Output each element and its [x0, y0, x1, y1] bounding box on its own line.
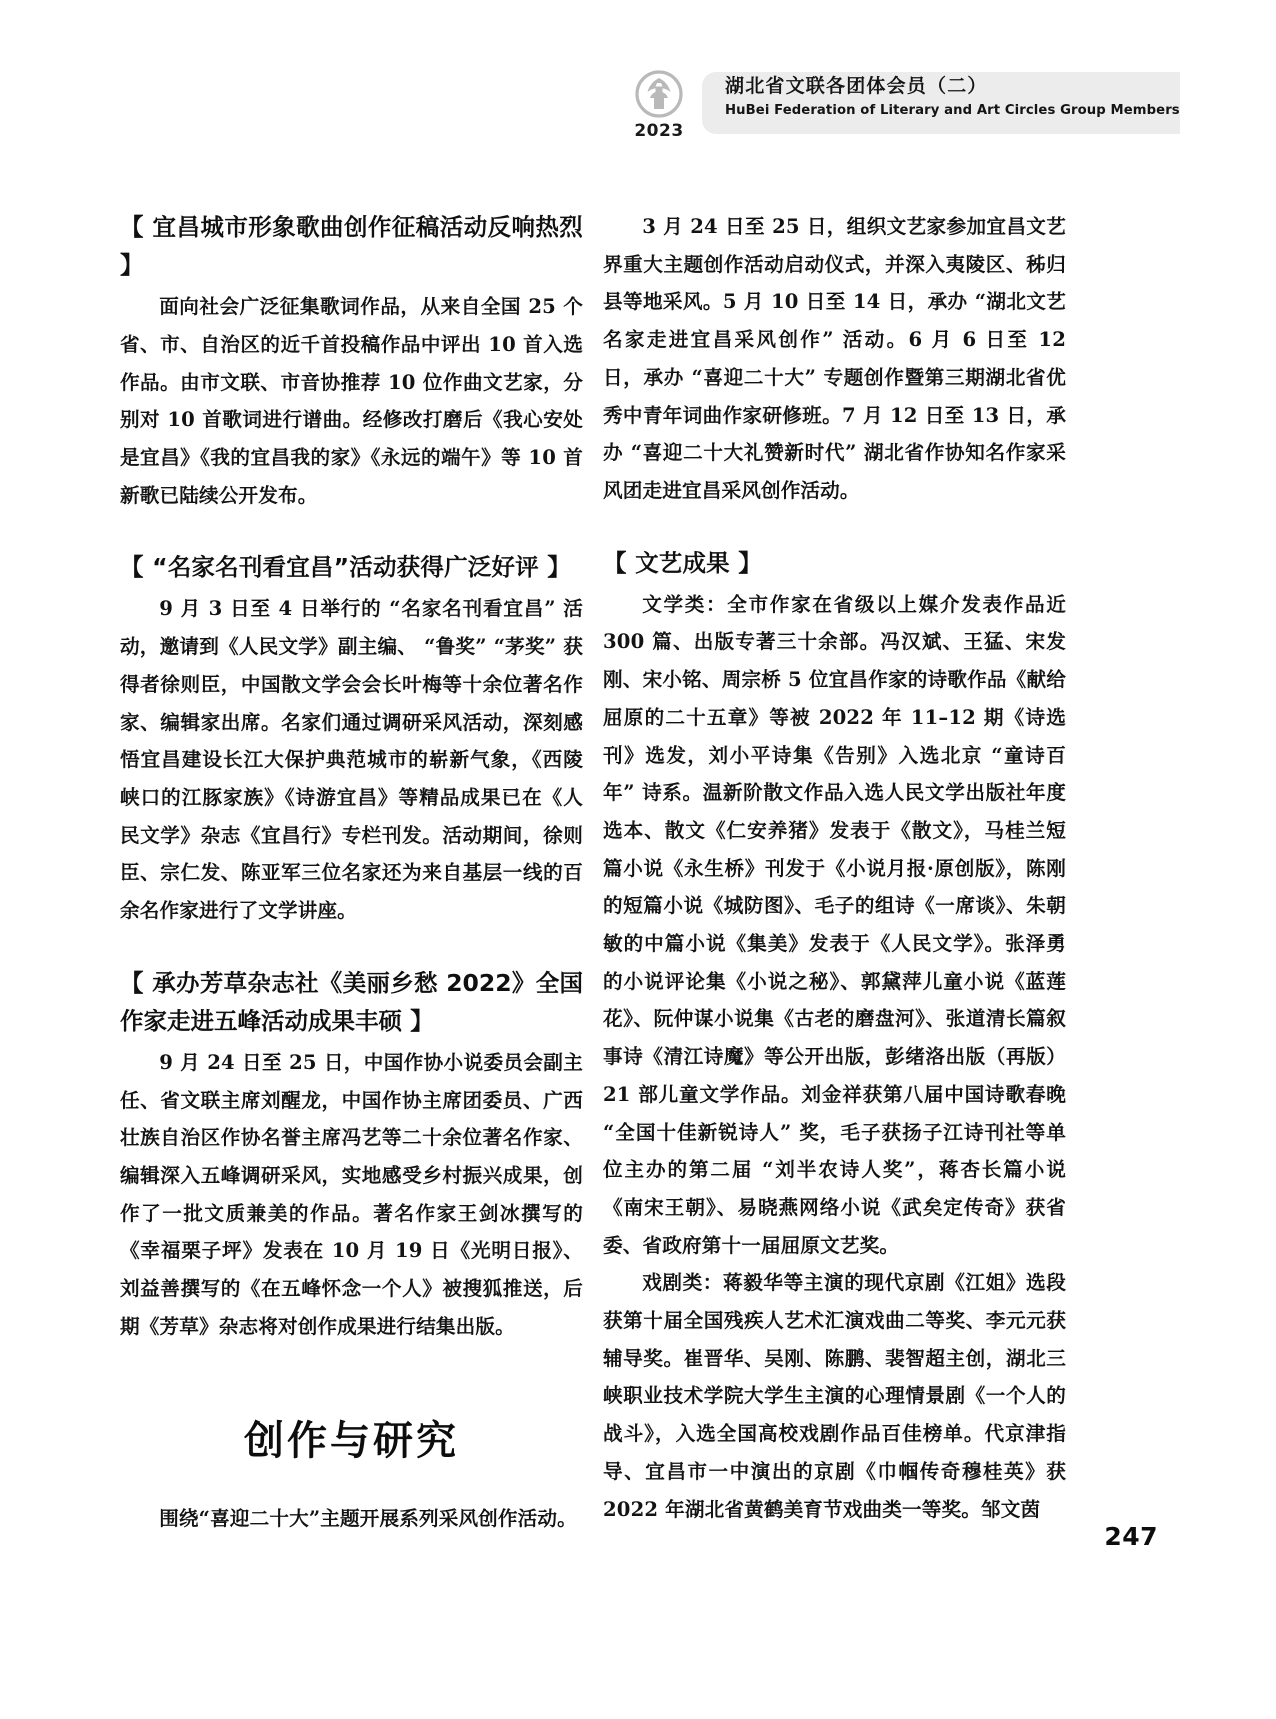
heading-famous-writers-journals: 【 “名家名刊看宜昌”活动获得广泛好评 】	[120, 553, 571, 582]
section-title-creation-and-research: 创作与研究	[244, 1418, 459, 1465]
paragraph-yichang-city-image-song: 面向社会广泛征集歌词作品，从来自全国 25 个省、市、自治区的近千首投稿作品中评出 10 首入选作品。由市文联、市音协推荐 10 位作曲文艺家，分别对 10 首歌词进行谱曲。经修改打磨后《我心安处是宜昌》《我的宜昌我的家》《永远的端午》等 10 首新歌已陆续公开发布。	[120, 295, 583, 507]
publisher-logo	[620, 68, 698, 144]
spacer	[120, 514, 583, 548]
spacer	[120, 930, 583, 964]
label-drama-category: 戏剧类：	[642, 1271, 723, 1295]
logo-year-label: 2023	[634, 121, 684, 141]
paragraph-literature-category	[603, 586, 1066, 1265]
heading-fangcao-magazine-wufeng: 【 承办芳草杂志社《美丽乡愁 2022》全国作家走进五峰活动成果丰硕 】	[120, 968, 583, 1035]
right-column	[603, 208, 1066, 1528]
text-drama-category: 蒋毅华等主演的现代京剧《江姐》选段获第十届全国残疾人艺术汇演戏曲二等奖、李元元获辅导奖。崔晋华、吴刚、陈鹏、裴智超主创，湖北三峡职业技术学院大学生主演的心理情景剧《一个人的战斗》，入选全国高校戏剧作品百佳榜单。代京津指导、宜昌市一中演出的京剧《巾帼传奇穆桂英》获 2022 年湖北省黄鹤美育节戏曲类一等奖。邹文茵	[603, 1271, 1066, 1521]
label-literature-category: 文学类：	[642, 592, 728, 616]
text-literature-category: 全市作家在省级以上媒介发表作品近 300 篇、出版专著三十余部。冯汉斌、王猛、宋发刚、宋小铭、周宗桥 5 位宜昌作家的诗歌作品《献给屈原的二十五章》等被 2022 年 11–12 期《诗选刊》选发，刘小平诗集《告别》入选北京 “童诗百年” 诗系。温新阶散文作品入选人民文学出版社年度选本、散文《仁安养猪》发表于《散文》，马桂兰短篇小说《永生桥》刊发于《小说月报·原创版》，陈刚的短篇小说《城防图》、毛子的组诗《一席谈》、朱朝敏的中篇小说《集美》发表于《人民文学》。张泽勇的小说评论集《小说之秘》、郭黛萍儿童小说《蓝莲花》、阮仲谋小说集《古老的磨盘河》、张道清长篇叙事诗《清江诗魔》等公开出版，彭绪洛出版（再版）21 部儿童文学作品。刘金祥获第八届中国诗歌春晚 “全国十佳新锐诗人” 奖，毛子获扬子江诗刊社等单位主办的第二届 “刘半农诗人奖”，蒋杏长篇小说《南宋王朝》、易晓燕网络小说《武矣定传奇》获省委、省政府第十一届屈原文艺奖。	[603, 592, 1066, 1257]
paragraph-creation-theme-activities: 围绕“喜迎二十大”主题开展系列采风创作活动。	[159, 1507, 577, 1531]
running-header-title-cn: 湖北省文联各团体会员（二）	[725, 75, 988, 97]
spacer	[603, 510, 1066, 544]
heading-literary-achievements: 【 文艺成果 】	[603, 548, 762, 577]
paragraph-fangcao-magazine-wufeng: 9 月 24 日至 25 日，中国作协小说委员会副主任、省文联主席刘醒龙，中国作协主席团委员、广西壮族自治区作协名誉主席冯艺等二十余位著名作家、编辑深入五峰调研采风，实地感受乡村振兴成果，创作了一批文质兼美的作品。著名作家王剑冰撰写的《幸福栗子坪》发表在 10 月 19 日《光明日报》、刘益善撰写的《在五峰怀念一个人》被搜狐推送，后期《芳草》杂志将对创作成果进行结集出版。	[120, 1050, 583, 1338]
hubei-federation-emblem-icon	[631, 68, 687, 124]
paragraph-march-to-july-activities: 3 月 24 日至 25 日，组织文艺家参加宜昌文艺界重大主题创作活动启动仪式，并深入夷陵区、秭归县等地采风。5 月 10 日至 14 日，承办 “湖北文艺名家走进宜昌采风创作” 活动。6 月 6 日至 12 日，承办 “喜迎二十大” 专题创作暨第三期湖北省优秀中青年词曲作家研修班。7 月 12 日至 13 日，承办 “喜迎二十大礼赞新时代” 湖北省作协知名作家采风团走进宜昌采风创作活动。	[603, 215, 1066, 502]
running-header	[620, 68, 1180, 144]
heading-yichang-city-image-song: 【 宜昌城市形象歌曲创作征稿活动反响热烈 】	[120, 213, 583, 280]
page-number: 247	[1104, 1522, 1158, 1551]
paragraph-famous-writers-journals: 9 月 3 日至 4 日举行的 “名家名刊看宜昌” 活动，邀请到《人民文学》副主编、 “鲁奖” “茅奖” 获得者徐则臣，中国散文学会会长叶梅等十余位著名作家、编辑家出席。名家们通过调研采风活动，深刻感悟宜昌建设长江大保护典范城市的崭新气象，《西陵峡口的江豚家族》《诗游宜昌》等精品成果已在《人民文学》杂志《宜昌行》专栏刊发。活动期间，徐则臣、宗仁发、陈亚军三位名家还为来自基层一线的百余名作家进行了文学讲座。	[120, 597, 583, 923]
paragraph-drama-category	[603, 1264, 1066, 1528]
left-column	[120, 208, 583, 1538]
running-header-title-en: HuBei Federation of Literary and Art Circles Group Members	[725, 102, 1180, 118]
running-header-text	[725, 74, 1195, 119]
